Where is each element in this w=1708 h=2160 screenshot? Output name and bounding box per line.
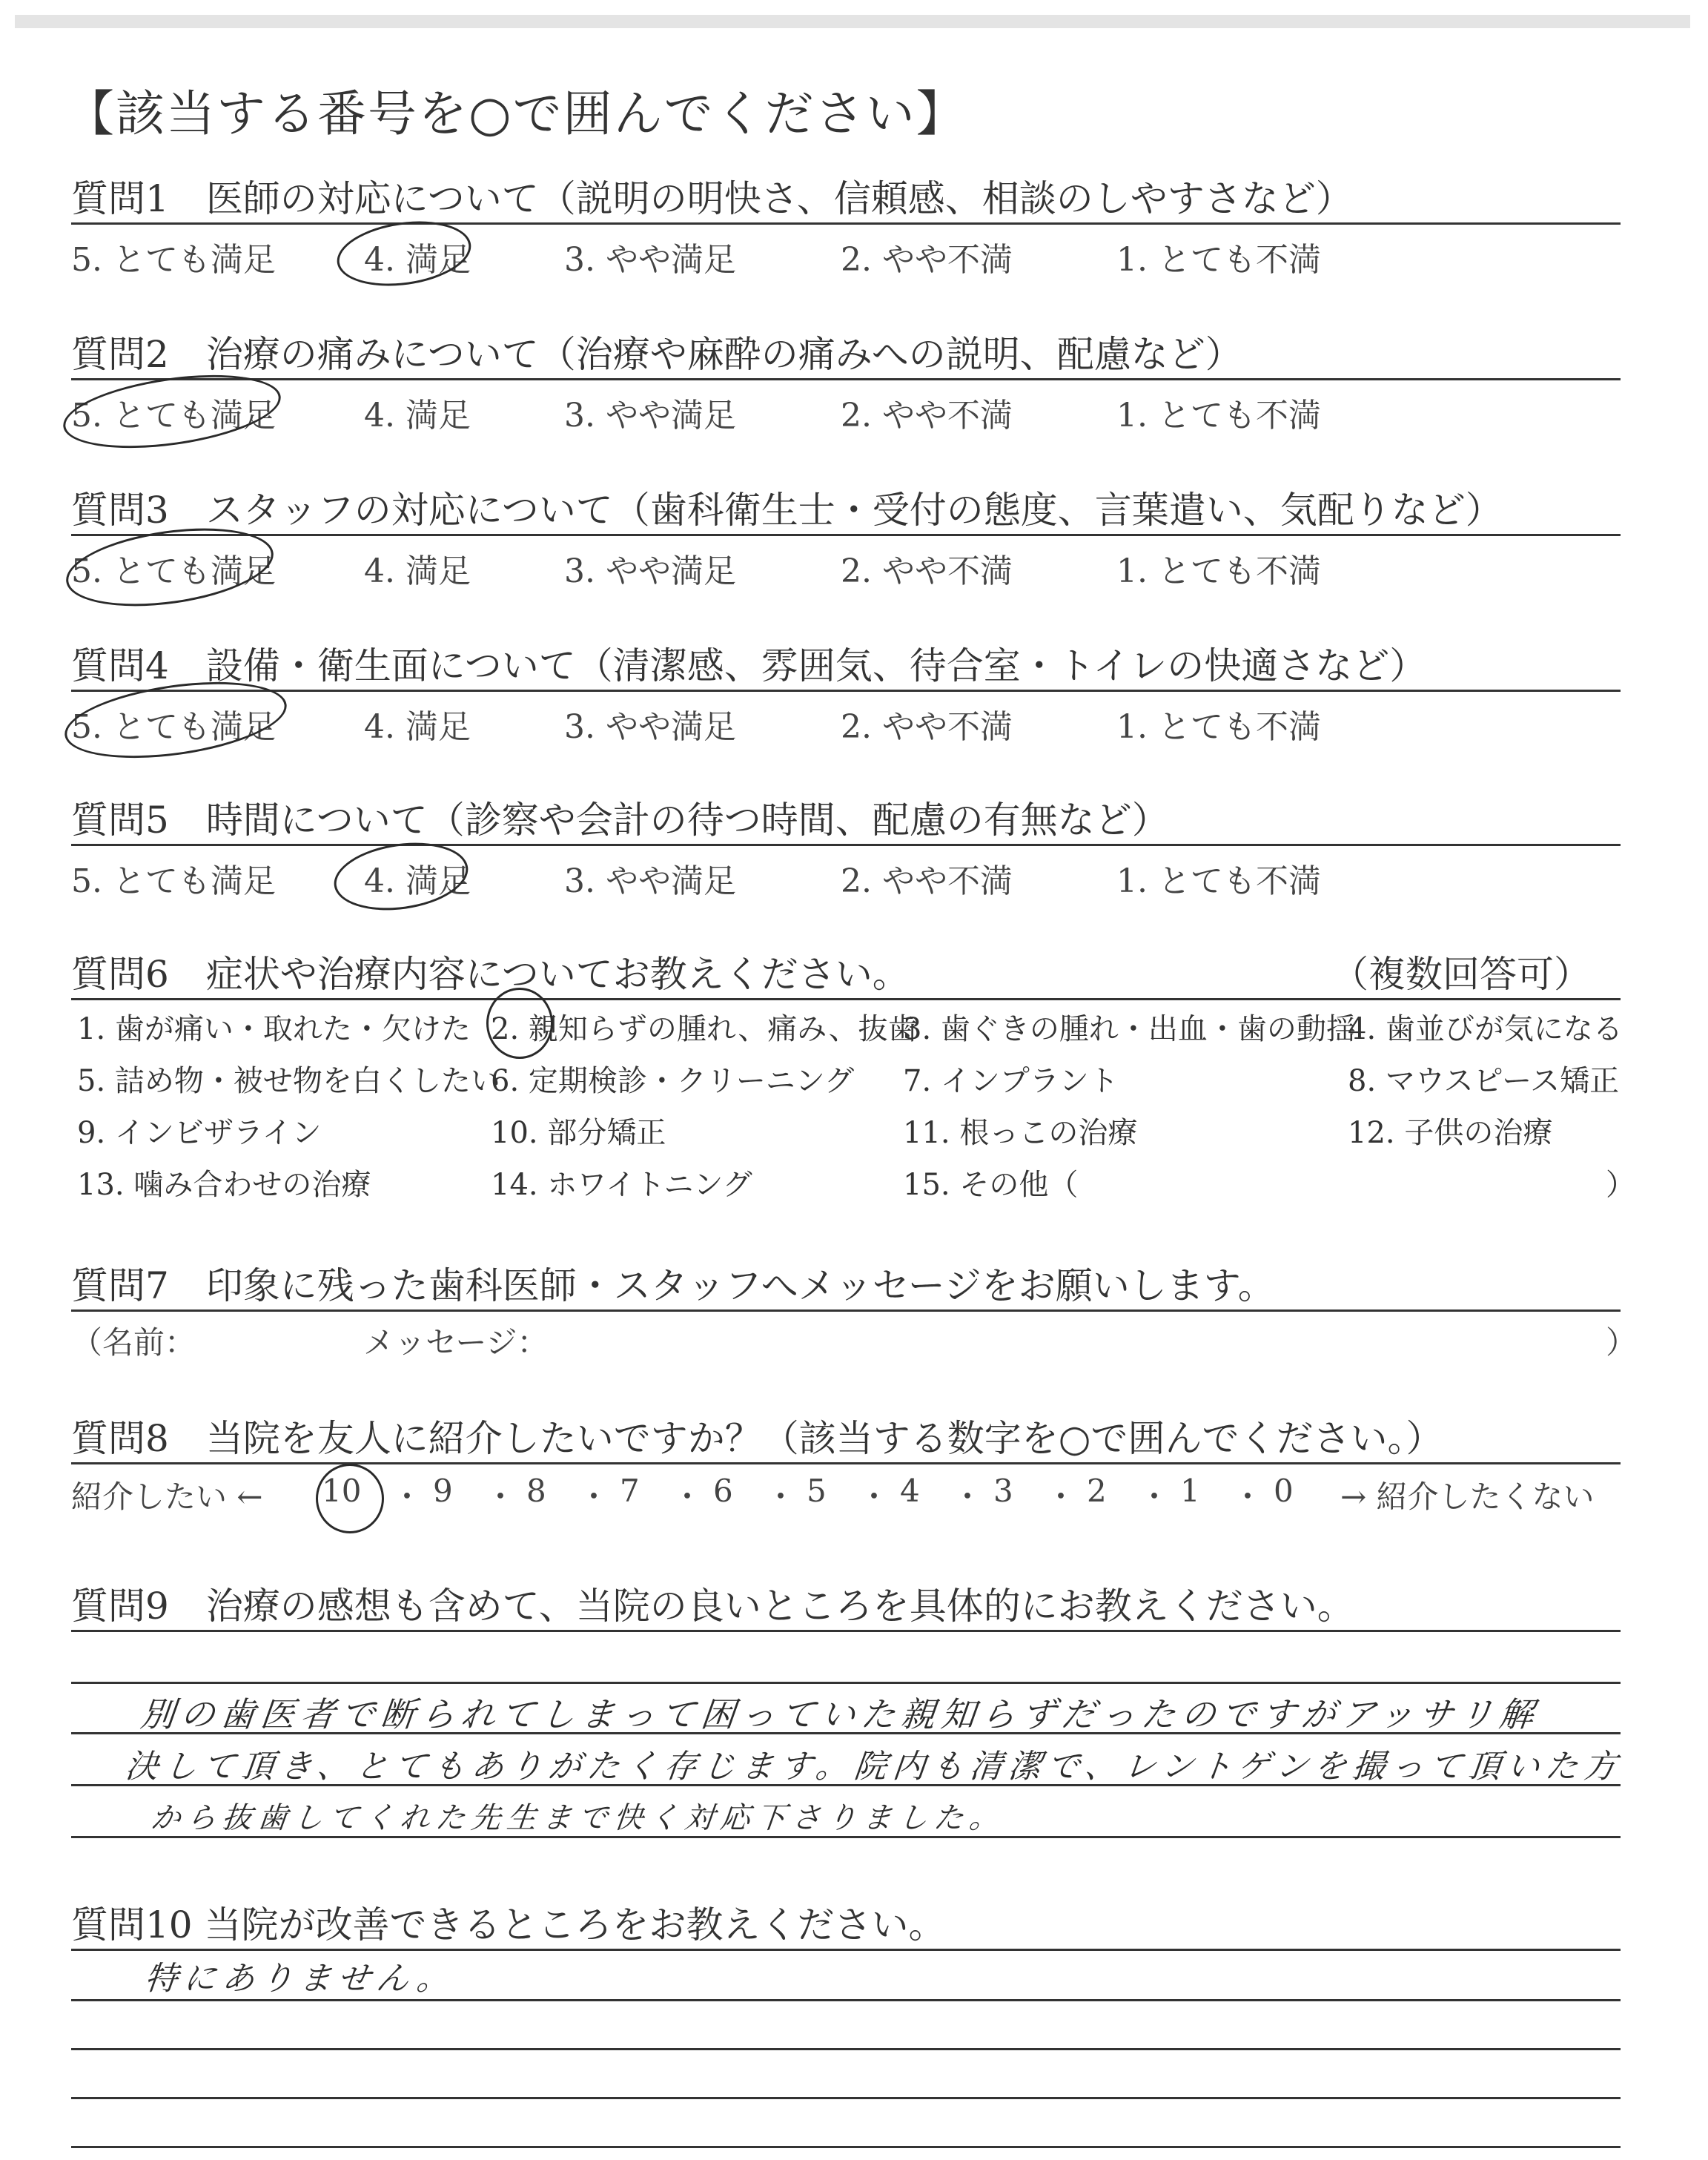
page-title: 【該当する番号を○で囲んでください】	[65, 85, 967, 142]
question-9-label: 質問9	[71, 1585, 169, 1628]
question-8-label: 質問8	[71, 1417, 169, 1460]
q1-option-3[interactable]: 3. やや満足	[564, 241, 736, 279]
question-10	[71, 1895, 1621, 1998]
question-5-text: 時間について（診察や会計の待つ時間、配慮の有無など）	[205, 799, 1169, 842]
question-3-heading	[71, 480, 1621, 537]
q4-option-4[interactable]: 4. 満足	[364, 708, 471, 746]
q8-score-3[interactable]: 3	[993, 1473, 1013, 1509]
q8-score-2[interactable]: 2	[1087, 1473, 1107, 1509]
question-10-rule-0	[71, 1949, 1621, 1951]
question-6	[71, 945, 1635, 1202]
question-2-text: 治療の痛みについて（治療や麻酔の痛みへの説明、配慮など）	[205, 333, 1242, 376]
q9-answer-line-2: 決して頂き、とてもありがたく存じます。院内も清潔で、レントゲンを撮って頂いた方	[123, 1748, 1625, 1786]
question-10-label: 質問10	[71, 1903, 193, 1946]
q3-option-4[interactable]: 4. 満足	[364, 552, 471, 590]
question-1-heading	[71, 169, 1621, 225]
q6-option-13[interactable]: 13. 噛み合わせの治療	[77, 1168, 371, 1202]
question-3-label: 質問3	[71, 489, 169, 532]
q6-option-14[interactable]: 14. ホワイトニング	[491, 1168, 752, 1202]
q8-score-1[interactable]: 1	[1180, 1473, 1200, 1509]
q6-option-8[interactable]: 8. マウスピース矯正	[1348, 1064, 1620, 1098]
q1-option-4[interactable]: 4. 満足	[364, 241, 471, 279]
scan-edge	[15, 15, 1690, 28]
question-5	[71, 790, 1621, 900]
q8-left-label: 紹介したい ←	[71, 1479, 263, 1515]
question-9-text: 治療の感想も含めて、当院の良いところを具体的にお教えください。	[205, 1585, 1354, 1628]
question-1-text: 医師の対応について（説明の明快さ、信頼感、相談のしやすさなど）	[205, 177, 1353, 220]
q5-option-4[interactable]: 4. 満足	[364, 862, 471, 900]
q5-option-5[interactable]: 5. とても満足	[71, 862, 276, 900]
q6-option-11[interactable]: 11. 根っこの治療	[903, 1116, 1138, 1150]
question-1-label: 質問1	[71, 177, 169, 220]
q2-option-4[interactable]: 4. 満足	[364, 397, 471, 435]
question-9	[71, 1576, 1625, 1835]
question-6-text: 症状や治療内容についてお教えください。	[205, 953, 910, 996]
question-1-options	[71, 233, 1621, 277]
q6-option-15[interactable]: 15. その他（	[903, 1168, 1079, 1202]
question-2	[71, 325, 1621, 435]
q3-option-3[interactable]: 3. やや満足	[564, 552, 736, 590]
question-3	[71, 480, 1621, 590]
question-10-text: 当院が改善できるところをお教えください。	[204, 1903, 946, 1946]
question-1-rule	[71, 222, 1621, 225]
q8-score-7[interactable]: 7	[620, 1473, 640, 1509]
question-1	[71, 169, 1621, 279]
question-2-label: 質問2	[71, 333, 169, 376]
question-7-text: 印象に残った歯科医師・スタッフへメッセージをお願いします。	[205, 1264, 1275, 1307]
q2-option-3[interactable]: 3. やや満足	[564, 397, 736, 435]
question-2-options	[71, 389, 1621, 433]
q3-option-2[interactable]: 2. やや不満	[841, 552, 1013, 590]
q9-answer-line-3: から抜歯してくれた先生まで快く対応下さりました。	[149, 1801, 1007, 1835]
question-6-label: 質問6	[71, 953, 169, 996]
question-10-rule-1	[71, 1999, 1621, 2001]
q8-right-label: → 紹介したくない	[1340, 1479, 1595, 1515]
question-8-rule	[71, 1462, 1621, 1464]
q1-option-5[interactable]: 5. とても満足	[71, 241, 276, 279]
question-5-rule	[71, 844, 1621, 846]
q8-score-4[interactable]: 4	[900, 1473, 920, 1509]
question-6-rule	[71, 998, 1621, 1000]
q2-option-5[interactable]: 5. とても満足	[71, 397, 276, 435]
question-10-rule-4	[71, 2146, 1621, 2148]
question-6-note: （複数回答可）	[1331, 953, 1591, 996]
question-5-heading	[71, 790, 1621, 847]
q5-option-2[interactable]: 2. やや不満	[841, 862, 1013, 900]
question-7	[71, 1256, 1638, 1361]
q3-option-5[interactable]: 5. とても満足	[71, 552, 276, 590]
question-7-heading	[71, 1256, 1621, 1312]
q8-score-9[interactable]: 9	[433, 1473, 453, 1509]
q4-option-2[interactable]: 2. やや不満	[841, 708, 1013, 746]
q8-score-5[interactable]: 5	[807, 1473, 827, 1509]
question-7-label: 質問7	[71, 1264, 169, 1307]
q4-option-1[interactable]: 1. とても不満	[1116, 708, 1321, 746]
q6-selection-circle	[486, 988, 553, 1059]
question-8-heading	[71, 1409, 1621, 1465]
question-4-options	[71, 700, 1621, 744]
q8-score-10[interactable]: 10	[322, 1473, 362, 1509]
q6-option-6[interactable]: 6. 定期検診・クリーニング	[491, 1064, 855, 1098]
q6-other-close: ）	[1606, 1168, 1635, 1202]
question-3-rule	[71, 534, 1621, 536]
q4-option-5[interactable]: 5. とても満足	[71, 708, 276, 746]
q2-option-2[interactable]: 2. やや不満	[841, 397, 1013, 435]
question-8: 質問8 当院を友人に紹介したいですか？（該当する数字を○で囲んでください。） 紹介したい ← 10 ・ 9 ・ 8 ・ 7 ・ 6 ・ 5 ・ 4 ・ 3 ・ 2 ・ 1 ・ 0 → 紹介したくない	[71, 1409, 1621, 1465]
q1-selection-circle	[333, 214, 475, 294]
q5-option-1[interactable]: 1. とても不満	[1116, 862, 1321, 900]
q8-score-6[interactable]: 6	[713, 1473, 733, 1509]
q6-option-10[interactable]: 10. 部分矯正	[491, 1116, 666, 1150]
q4-option-3[interactable]: 3. やや満足	[564, 708, 736, 746]
q3-option-1[interactable]: 1. とても不満	[1116, 552, 1321, 590]
q6-option-12[interactable]: 12. 子供の治療	[1348, 1116, 1553, 1150]
q7-message-label: メッセージ：	[363, 1324, 549, 1361]
q6-option-2[interactable]: 2. 親知らずの腫れ、痛み、抜歯	[491, 1012, 918, 1046]
q8-score-8[interactable]: 8	[526, 1473, 546, 1509]
question-4-label: 質問4	[71, 644, 169, 687]
question-9-heading	[71, 1576, 1621, 1633]
question-5-options	[71, 854, 1621, 899]
question-5-label: 質問5	[71, 799, 169, 842]
q8-score-0[interactable]: 0	[1274, 1473, 1294, 1509]
question-4-heading	[71, 636, 1621, 693]
q5-selection-circle	[330, 835, 472, 918]
question-4-text: 設備・衛生面について（清潔感、雰囲気、待合室・トイレの快適さなど）	[205, 644, 1427, 687]
question-10-heading	[71, 1895, 1621, 1952]
question-8-text: 当院を友人に紹介したいですか？（該当する数字を○で囲んでください。）	[205, 1417, 1443, 1460]
question-7-rule	[71, 1309, 1621, 1312]
question-9-rule-1	[71, 1682, 1621, 1684]
question-4	[71, 636, 1621, 746]
question-9-rule-0	[71, 1630, 1621, 1632]
q6-option-3[interactable]: 3. 歯ぐきの腫れ・出血・歯の動揺	[903, 1012, 1356, 1046]
q7-name-label: （名前：	[71, 1324, 196, 1361]
question-10-rule-2	[71, 2048, 1621, 2050]
q6-option-5[interactable]: 5. 詰め物・被せ物を白くしたい	[77, 1064, 500, 1098]
question-6-heading	[71, 945, 1621, 1001]
question-2-rule	[71, 378, 1621, 380]
q1-option-1[interactable]: 1. とても不満	[1116, 241, 1321, 279]
q9-answer-line-1: 別の歯医者で断られてしまって困っていた親知らずだったのですがアッサリ解	[138, 1694, 1542, 1734]
q6-option-7[interactable]: 7. インプラント	[903, 1064, 1119, 1098]
q7-close-paren: ）	[1606, 1324, 1638, 1361]
question-3-options	[71, 544, 1621, 589]
q2-option-1[interactable]: 1. とても不満	[1116, 397, 1321, 435]
q5-option-3[interactable]: 3. やや満足	[564, 862, 736, 900]
q6-option-4[interactable]: 4. 歯並びが気になる	[1348, 1012, 1623, 1046]
q10-answer-line-1: 特にありません。	[142, 1960, 457, 1998]
question-3-text: スタッフの対応について（歯科衛生士・受付の態度、言葉遣い、気配りなど）	[205, 489, 1503, 532]
question-2-heading	[71, 325, 1621, 381]
q8-selection-circle	[316, 1464, 384, 1533]
q6-option-9[interactable]: 9. インビザライン	[77, 1116, 322, 1150]
q1-option-2[interactable]: 2. やや不満	[841, 241, 1013, 279]
question-4-rule	[71, 690, 1621, 692]
question-10-rule-3	[71, 2097, 1621, 2099]
q6-option-1[interactable]: 1. 歯が痛い・取れた・欠けた	[77, 1012, 471, 1046]
